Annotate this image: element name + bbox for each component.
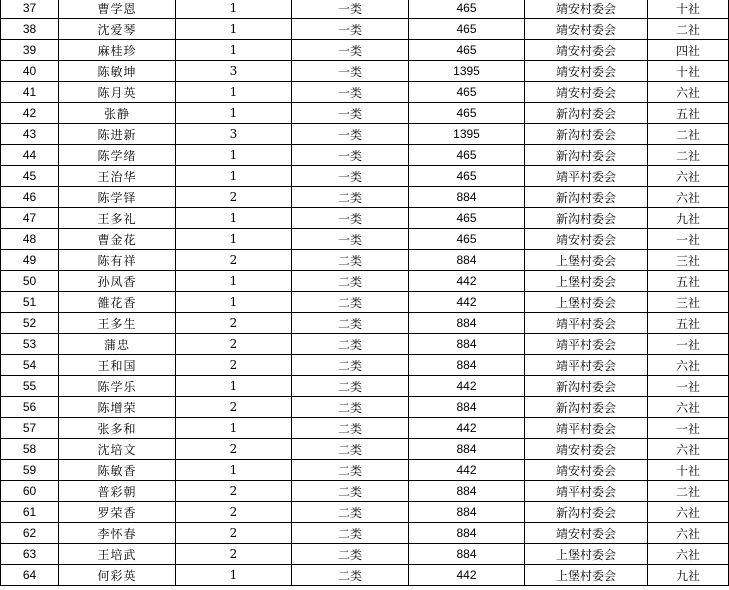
- name-cell: 陈有祥: [59, 250, 176, 271]
- name-cell: 王多礼: [59, 208, 176, 229]
- amount-cell: 884: [409, 481, 525, 502]
- name-cell: 王治华: [59, 166, 176, 187]
- name-cell: 张多和: [59, 418, 176, 439]
- row-number-cell: 43: [1, 124, 59, 145]
- group-cell: 二社: [648, 145, 729, 166]
- table-row: [1, 376, 729, 397]
- name-cell: 曹金花: [59, 229, 176, 250]
- amount-cell: 465: [409, 82, 525, 103]
- amount-cell: 442: [409, 292, 525, 313]
- table-row: [1, 40, 729, 61]
- row-number-cell: 50: [1, 271, 59, 292]
- household-count-cell: 1: [176, 376, 292, 397]
- table-row: [1, 82, 729, 103]
- village-committee-cell: 新沟村委会: [525, 397, 648, 418]
- amount-cell: 884: [409, 334, 525, 355]
- group-cell: 二社: [648, 124, 729, 145]
- category-cell: 二类: [292, 292, 409, 313]
- household-count-cell: 1: [176, 418, 292, 439]
- group-cell: 十社: [648, 61, 729, 82]
- row-number-cell: 59: [1, 460, 59, 481]
- group-cell: 三社: [648, 292, 729, 313]
- category-cell: 一类: [292, 103, 409, 124]
- group-cell: 五社: [648, 103, 729, 124]
- row-number-cell: 64: [1, 565, 59, 586]
- name-cell: 王多生: [59, 313, 176, 334]
- category-cell: 二类: [292, 376, 409, 397]
- group-cell: 一社: [648, 376, 729, 397]
- category-cell: 一类: [292, 229, 409, 250]
- row-number-cell: 54: [1, 355, 59, 376]
- household-count-cell: 1: [176, 208, 292, 229]
- village-committee-cell: 上堡村委会: [525, 565, 648, 586]
- category-cell: 二类: [292, 271, 409, 292]
- row-number-cell: 41: [1, 82, 59, 103]
- category-cell: 二类: [292, 544, 409, 565]
- category-cell: 二类: [292, 439, 409, 460]
- row-number-cell: 37: [1, 0, 59, 19]
- amount-cell: 465: [409, 166, 525, 187]
- amount-cell: 442: [409, 460, 525, 481]
- group-cell: 三社: [648, 250, 729, 271]
- village-committee-cell: 靖安村委会: [525, 0, 648, 19]
- household-count-cell: 1: [176, 19, 292, 40]
- category-cell: 一类: [292, 82, 409, 103]
- name-cell: 何彩英: [59, 565, 176, 586]
- village-committee-cell: 新沟村委会: [525, 208, 648, 229]
- table-row: [1, 397, 729, 418]
- amount-cell: 465: [409, 40, 525, 61]
- village-committee-cell: 靖平村委会: [525, 166, 648, 187]
- category-cell: 一类: [292, 145, 409, 166]
- village-committee-cell: 靖安村委会: [525, 40, 648, 61]
- household-count-cell: 3: [176, 61, 292, 82]
- amount-cell: 465: [409, 145, 525, 166]
- table-row: [1, 313, 729, 334]
- table-row: [1, 61, 729, 82]
- category-cell: 二类: [292, 397, 409, 418]
- village-committee-cell: 靖平村委会: [525, 355, 648, 376]
- table-row: [1, 460, 729, 481]
- household-count-cell: 2: [176, 187, 292, 208]
- category-cell: 二类: [292, 250, 409, 271]
- group-cell: 六社: [648, 439, 729, 460]
- row-number-cell: 45: [1, 166, 59, 187]
- table-row: [1, 250, 729, 271]
- table-row: [1, 334, 729, 355]
- category-cell: 一类: [292, 0, 409, 19]
- group-cell: 二社: [648, 19, 729, 40]
- household-count-cell: 2: [176, 502, 292, 523]
- household-count-cell: 2: [176, 439, 292, 460]
- name-cell: 陈学绪: [59, 145, 176, 166]
- name-cell: 孙凤香: [59, 271, 176, 292]
- household-count-cell: 1: [176, 166, 292, 187]
- row-number-cell: 61: [1, 502, 59, 523]
- household-count-cell: 2: [176, 334, 292, 355]
- row-number-cell: 44: [1, 145, 59, 166]
- row-number-cell: 52: [1, 313, 59, 334]
- table-row: [1, 124, 729, 145]
- amount-cell: 884: [409, 502, 525, 523]
- row-number-cell: 58: [1, 439, 59, 460]
- village-committee-cell: 新沟村委会: [525, 103, 648, 124]
- amount-cell: 442: [409, 565, 525, 586]
- village-committee-cell: 新沟村委会: [525, 187, 648, 208]
- row-number-cell: 42: [1, 103, 59, 124]
- village-committee-cell: 上堡村委会: [525, 544, 648, 565]
- village-committee-cell: 靖平村委会: [525, 334, 648, 355]
- table-row: [1, 565, 729, 586]
- row-number-cell: 38: [1, 19, 59, 40]
- table-row: [1, 19, 729, 40]
- household-count-cell: 1: [176, 565, 292, 586]
- amount-cell: 1395: [409, 124, 525, 145]
- village-committee-cell: 上堡村委会: [525, 271, 648, 292]
- amount-cell: 884: [409, 187, 525, 208]
- name-cell: 张静: [59, 103, 176, 124]
- amount-cell: 442: [409, 418, 525, 439]
- village-committee-cell: 上堡村委会: [525, 250, 648, 271]
- group-cell: 六社: [648, 187, 729, 208]
- household-count-cell: 1: [176, 82, 292, 103]
- amount-cell: 884: [409, 397, 525, 418]
- name-cell: 沈爱琴: [59, 19, 176, 40]
- name-cell: 陈学铎: [59, 187, 176, 208]
- category-cell: 二类: [292, 187, 409, 208]
- group-cell: 六社: [648, 502, 729, 523]
- table-row: [1, 481, 729, 502]
- amount-cell: 465: [409, 229, 525, 250]
- amount-cell: 465: [409, 19, 525, 40]
- row-number-cell: 56: [1, 397, 59, 418]
- name-cell: 陈增荣: [59, 397, 176, 418]
- category-cell: 二类: [292, 355, 409, 376]
- name-cell: 陈敏坤: [59, 61, 176, 82]
- table-row: [1, 145, 729, 166]
- row-number-cell: 48: [1, 229, 59, 250]
- household-count-cell: 2: [176, 313, 292, 334]
- group-cell: 六社: [648, 166, 729, 187]
- amount-cell: 465: [409, 0, 525, 19]
- name-cell: 雒花香: [59, 292, 176, 313]
- village-committee-cell: 新沟村委会: [525, 124, 648, 145]
- amount-cell: 884: [409, 544, 525, 565]
- row-number-cell: 49: [1, 250, 59, 271]
- table-row: [1, 271, 729, 292]
- group-cell: 六社: [648, 397, 729, 418]
- group-cell: 九社: [648, 208, 729, 229]
- name-cell: 麻桂珍: [59, 40, 176, 61]
- category-cell: 一类: [292, 166, 409, 187]
- household-count-cell: 1: [176, 271, 292, 292]
- table-row: [1, 355, 729, 376]
- name-cell: 陈敏香: [59, 460, 176, 481]
- amount-cell: 442: [409, 271, 525, 292]
- category-cell: 二类: [292, 313, 409, 334]
- household-count-cell: 1: [176, 103, 292, 124]
- village-committee-cell: 靖安村委会: [525, 61, 648, 82]
- village-committee-cell: 新沟村委会: [525, 376, 648, 397]
- amount-cell: 465: [409, 103, 525, 124]
- village-committee-cell: 靖平村委会: [525, 313, 648, 334]
- household-count-cell: 2: [176, 355, 292, 376]
- household-count-cell: 3: [176, 124, 292, 145]
- row-number-cell: 57: [1, 418, 59, 439]
- household-count-cell: 2: [176, 397, 292, 418]
- name-cell: 罗荣香: [59, 502, 176, 523]
- table-row: [1, 187, 729, 208]
- group-cell: 六社: [648, 523, 729, 544]
- group-cell: 六社: [648, 355, 729, 376]
- household-count-cell: 2: [176, 523, 292, 544]
- row-number-cell: 53: [1, 334, 59, 355]
- table-row: [1, 292, 729, 313]
- group-cell: 一社: [648, 229, 729, 250]
- category-cell: 一类: [292, 19, 409, 40]
- table-row: [1, 502, 729, 523]
- group-cell: 五社: [648, 271, 729, 292]
- village-committee-cell: 靖安村委会: [525, 229, 648, 250]
- group-cell: 四社: [648, 40, 729, 61]
- village-committee-cell: 上堡村委会: [525, 292, 648, 313]
- amount-cell: 884: [409, 523, 525, 544]
- table-body: [1, 0, 729, 586]
- amount-cell: 1395: [409, 61, 525, 82]
- village-committee-cell: 靖安村委会: [525, 82, 648, 103]
- household-count-cell: 1: [176, 40, 292, 61]
- village-committee-cell: 靖安村委会: [525, 19, 648, 40]
- category-cell: 二类: [292, 565, 409, 586]
- household-count-cell: 2: [176, 250, 292, 271]
- name-cell: 曹学恩: [59, 0, 176, 19]
- group-cell: 九社: [648, 565, 729, 586]
- amount-cell: 884: [409, 355, 525, 376]
- group-cell: 十社: [648, 0, 729, 19]
- amount-cell: 884: [409, 313, 525, 334]
- table-row: [1, 208, 729, 229]
- table-row: [1, 439, 729, 460]
- name-cell: 王和国: [59, 355, 176, 376]
- amount-cell: 884: [409, 439, 525, 460]
- category-cell: 一类: [292, 124, 409, 145]
- village-committee-cell: 新沟村委会: [525, 502, 648, 523]
- village-committee-cell: 靖安村委会: [525, 523, 648, 544]
- row-number-cell: 55: [1, 376, 59, 397]
- table-row: [1, 523, 729, 544]
- household-count-cell: 1: [176, 229, 292, 250]
- group-cell: 二社: [648, 481, 729, 502]
- group-cell: 一社: [648, 334, 729, 355]
- row-number-cell: 60: [1, 481, 59, 502]
- table-row: [1, 229, 729, 250]
- table-row: [1, 166, 729, 187]
- row-number-cell: 40: [1, 61, 59, 82]
- category-cell: 二类: [292, 460, 409, 481]
- household-count-cell: 1: [176, 460, 292, 481]
- amount-cell: 465: [409, 208, 525, 229]
- row-number-cell: 51: [1, 292, 59, 313]
- name-cell: 普彩朝: [59, 481, 176, 502]
- row-number-cell: 47: [1, 208, 59, 229]
- table-row: [1, 0, 729, 19]
- village-committee-cell: 新沟村委会: [525, 145, 648, 166]
- household-count-cell: 2: [176, 481, 292, 502]
- group-cell: 一社: [648, 418, 729, 439]
- name-cell: 李怀春: [59, 523, 176, 544]
- group-cell: 十社: [648, 460, 729, 481]
- amount-cell: 884: [409, 250, 525, 271]
- household-count-cell: 1: [176, 145, 292, 166]
- row-number-cell: 39: [1, 40, 59, 61]
- village-committee-cell: 靖安村委会: [525, 439, 648, 460]
- category-cell: 一类: [292, 208, 409, 229]
- name-cell: 沈培文: [59, 439, 176, 460]
- row-number-cell: 63: [1, 544, 59, 565]
- table-row: [1, 418, 729, 439]
- village-committee-cell: 靖平村委会: [525, 418, 648, 439]
- row-number-cell: 62: [1, 523, 59, 544]
- group-cell: 六社: [648, 82, 729, 103]
- household-count-cell: 2: [176, 544, 292, 565]
- table-row: [1, 103, 729, 124]
- row-number-cell: 46: [1, 187, 59, 208]
- category-cell: 二类: [292, 502, 409, 523]
- household-count-cell: 1: [176, 292, 292, 313]
- table-row: [1, 544, 729, 565]
- group-cell: 六社: [648, 544, 729, 565]
- category-cell: 二类: [292, 334, 409, 355]
- category-cell: 一类: [292, 61, 409, 82]
- village-committee-cell: 靖平村委会: [525, 481, 648, 502]
- amount-cell: 442: [409, 376, 525, 397]
- village-committee-cell: 靖安村委会: [525, 460, 648, 481]
- name-cell: 陈学乐: [59, 376, 176, 397]
- household-count-cell: 1: [176, 0, 292, 19]
- category-cell: 二类: [292, 418, 409, 439]
- name-cell: 王培武: [59, 544, 176, 565]
- category-cell: 二类: [292, 481, 409, 502]
- category-cell: 二类: [292, 523, 409, 544]
- name-cell: 陈月英: [59, 82, 176, 103]
- name-cell: 陈进新: [59, 124, 176, 145]
- group-cell: 五社: [648, 313, 729, 334]
- category-cell: 一类: [292, 40, 409, 61]
- name-cell: 蒲忠: [59, 334, 176, 355]
